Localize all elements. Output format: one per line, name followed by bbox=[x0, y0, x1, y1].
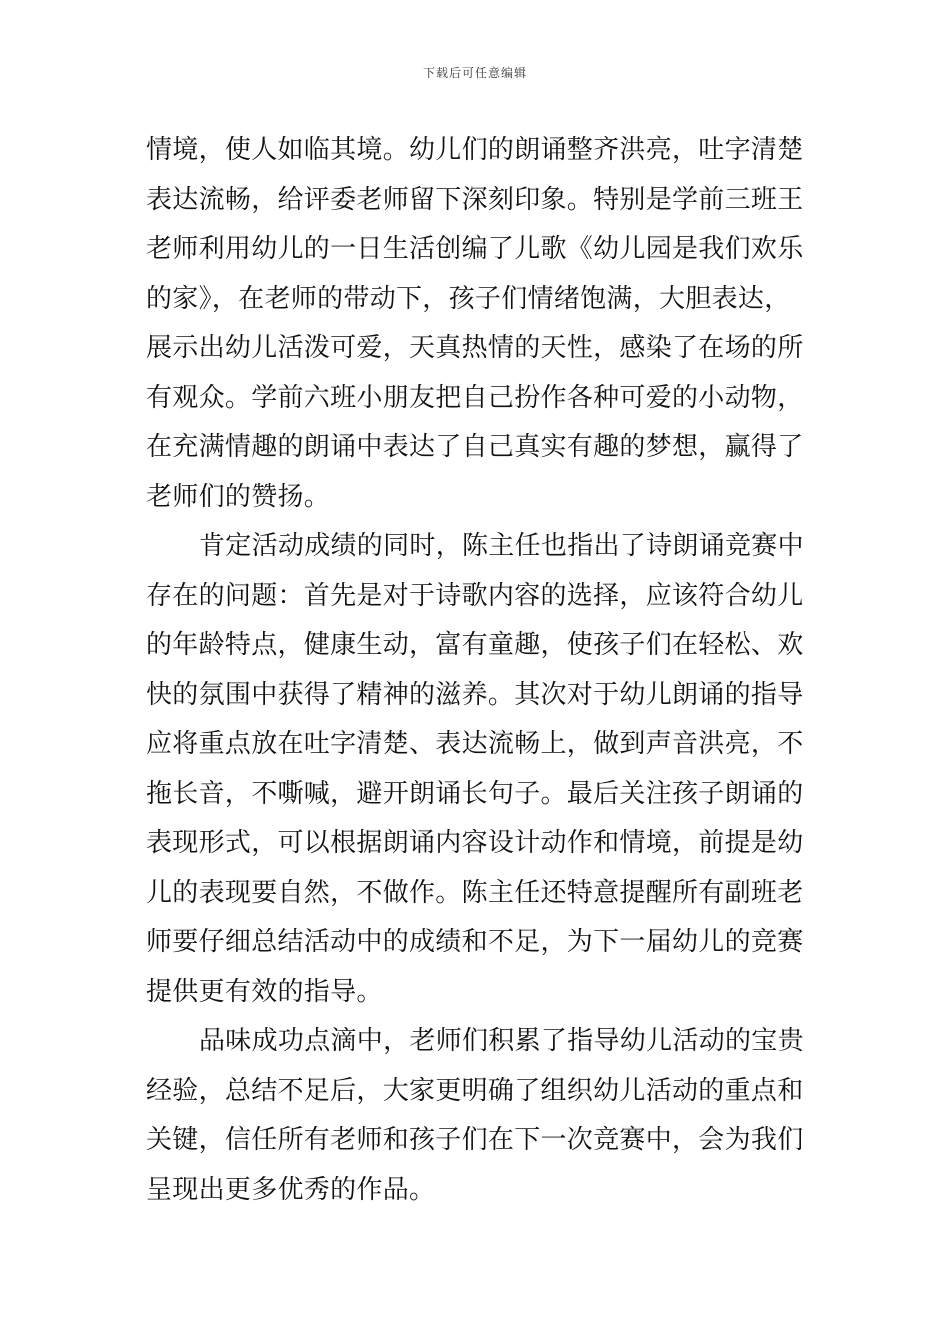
text-line: 师要仔细总结活动中的成绩和不足，为下一届幼儿的竞赛 bbox=[146, 927, 804, 957]
text-line: 提供更有效的指导。 bbox=[146, 976, 383, 1007]
text-line: 表达流畅，给评委老师留下深刻印象。特别是学前三班王 bbox=[146, 184, 804, 215]
text-line: 的家》，在老师的带动下，孩子们情绪饱满，大胆表达， bbox=[146, 283, 791, 314]
text-line: 快的氛围中获得了精神的滋养。其次对于幼儿朗诵的指导 bbox=[146, 679, 804, 710]
text-line: 关键，信任所有老师和孩子们在下一次竞赛中，会为我们 bbox=[146, 1125, 804, 1155]
paragraph-3 bbox=[146, 1017, 806, 1215]
text-line: 经验，总结不足后，大家更明确了组织幼儿活动的重点和 bbox=[146, 1075, 804, 1106]
text-line: 存在的问题：首先是对于诗歌内容的选择，应该符合幼儿 bbox=[146, 580, 804, 611]
text-line: 拖长音，不嘶喊，避开朗诵长句子。最后关注孩子朗诵的 bbox=[146, 778, 804, 809]
text-line: 表现形式，可以根据朗诵内容设计动作和情境，前提是幼 bbox=[146, 828, 804, 858]
text-line: 肯定活动成绩的同时，陈主任也指出了诗朗诵竞赛中 bbox=[199, 531, 804, 561]
text-line: 老师们的赞扬。 bbox=[146, 481, 331, 512]
paragraph-2 bbox=[146, 522, 806, 1017]
text-line: 有观众。学前六班小朋友把自己扮作各种可爱的小动物， bbox=[146, 382, 804, 413]
page-header: 下载后可任意编辑 bbox=[422, 66, 527, 80]
text-line: 情境，使人如临其境。幼儿们的朗诵整齐洪亮，吐字清楚 bbox=[146, 135, 804, 165]
text-line: 儿的表现要自然，不做作。陈主任还特意提醒所有副班老 bbox=[146, 877, 804, 908]
text-line: 应将重点放在吐字清楚、表达流畅上，做到声音洪亮，不 bbox=[146, 729, 804, 759]
text-line: 展示出幼儿活泼可爱，天真热情的天性，感染了在场的所 bbox=[146, 333, 804, 363]
document-body bbox=[146, 126, 806, 1215]
text-line: 老师利用幼儿的一日生活创编了儿歌《幼儿园是我们欢乐 bbox=[146, 234, 804, 264]
text-line: 的年龄特点，健康生动，富有童趣，使孩子们在轻松、欢 bbox=[146, 630, 804, 660]
text-line: 呈现出更多优秀的作品。 bbox=[146, 1174, 436, 1205]
text-line: 品味成功点滴中，老师们积累了指导幼儿活动的宝贵 bbox=[199, 1026, 804, 1056]
paragraph-1 bbox=[146, 126, 806, 522]
text-line: 在充满情趣的朗诵中表达了自己真实有趣的梦想，赢得了 bbox=[146, 432, 804, 462]
